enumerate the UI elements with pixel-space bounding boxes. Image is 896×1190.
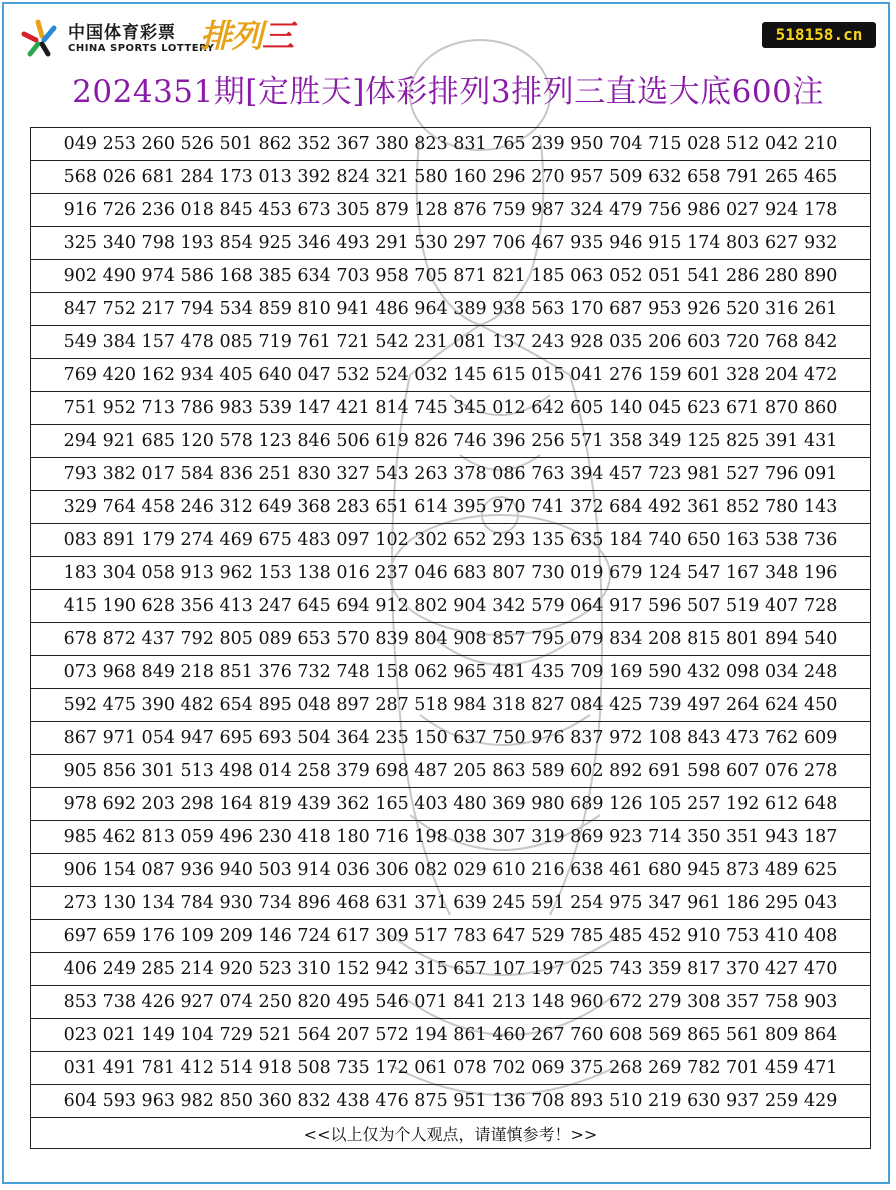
number-row-cell: 906 154 087 936 940 503 914 036 306 082 029 610 216 638 461 680 945 873 489 625 [31, 854, 871, 887]
table-row [31, 920, 871, 953]
number-row-cell: 329 764 458 246 312 649 368 283 651 614 395 970 741 372 684 492 361 852 780 143 [31, 491, 871, 524]
number-row-cell: 549 384 157 478 085 719 761 721 542 231 081 137 243 928 035 206 603 720 768 842 [31, 326, 871, 359]
table-row [31, 491, 871, 524]
number-row-cell: 273 130 134 784 930 734 896 468 631 371 639 245 591 254 975 347 961 186 295 043 [31, 887, 871, 920]
table-row [31, 392, 871, 425]
table-row [31, 623, 871, 656]
table-row [31, 1019, 871, 1052]
number-row-cell: 406 249 285 214 920 523 310 152 942 315 657 107 197 025 743 359 817 370 427 470 [31, 953, 871, 986]
number-row-cell: 604 593 963 982 850 360 832 438 476 875 951 136 708 893 510 219 630 937 259 429 [31, 1085, 871, 1118]
game-logo-part1: 排列 [200, 17, 263, 55]
logo-english-text: CHINA SPORTS LOTTERY [68, 43, 215, 54]
page-title: 2024351期[定胜天]体彩排列3排列三直选大底600注 [72, 74, 824, 110]
number-row-cell: 697 659 176 109 209 146 724 617 309 517 783 647 529 785 485 452 910 753 410 408 [31, 920, 871, 953]
number-row-cell: 023 021 149 104 729 521 564 207 572 194 861 460 267 760 608 569 865 561 809 864 [31, 1019, 871, 1052]
table-row [31, 458, 871, 491]
number-row-cell: 325 340 798 193 854 925 346 493 291 530 297 706 467 935 946 915 174 803 627 932 [31, 227, 871, 260]
table-row [31, 821, 871, 854]
table-row [31, 1085, 871, 1118]
table-row [31, 1052, 871, 1085]
number-row-cell: 769 420 162 934 405 640 047 532 524 032 145 615 015 041 276 159 601 328 204 472 [31, 359, 871, 392]
logo-chinese-text: 中国体育彩票 [68, 23, 176, 43]
game-logo-part2: 三 [262, 17, 294, 55]
table-row [31, 953, 871, 986]
number-row-cell: 415 190 628 356 413 247 645 694 912 802 904 342 579 064 917 596 507 519 407 728 [31, 590, 871, 623]
table-row [31, 359, 871, 392]
table-row [31, 227, 871, 260]
table-row [31, 689, 871, 722]
number-row-cell: 049 253 260 526 501 862 352 367 380 823 831 765 239 950 704 715 028 512 042 210 [31, 128, 871, 161]
table-row [31, 590, 871, 623]
number-row-cell: 916 726 236 018 845 453 673 305 879 128 876 759 987 324 479 756 986 027 924 178 [31, 194, 871, 227]
number-row-cell: 905 856 301 513 498 014 258 379 698 487 205 863 589 602 892 691 598 607 076 278 [31, 755, 871, 788]
site-badge: 518158.cn [762, 22, 876, 48]
game-logo [200, 16, 293, 56]
table-row [31, 788, 871, 821]
table-row [31, 293, 871, 326]
table-row [31, 161, 871, 194]
table-row [31, 524, 871, 557]
header [0, 0, 896, 126]
number-row-cell: 867 971 054 947 695 693 504 364 235 150 637 750 976 837 972 108 843 473 762 609 [31, 722, 871, 755]
number-row-cell: 083 891 179 274 469 675 483 097 102 302 652 293 135 635 184 740 650 163 538 736 [31, 524, 871, 557]
number-row-cell: 751 952 713 786 983 539 147 421 814 745 345 012 642 605 140 045 623 671 870 860 [31, 392, 871, 425]
sports-lottery-star-icon [20, 18, 60, 58]
number-row-cell: 847 752 217 794 534 859 810 941 486 964 389 938 563 170 687 953 926 520 316 261 [31, 293, 871, 326]
numbers-table [30, 127, 871, 1149]
table-row [31, 656, 871, 689]
table-row [31, 128, 871, 161]
table-row [31, 425, 871, 458]
table-row [31, 887, 871, 920]
number-row-cell: 294 921 685 120 578 123 846 506 619 826 746 396 256 571 358 349 125 825 391 431 [31, 425, 871, 458]
table-row [31, 260, 871, 293]
table-row [31, 986, 871, 1019]
footer-note: <<以上仅为个人观点，请谨慎参考！>> [31, 1118, 871, 1149]
footer-row [31, 1118, 871, 1149]
number-row-cell: 568 026 681 284 173 013 392 824 321 580 160 296 270 957 509 632 658 791 265 465 [31, 161, 871, 194]
table-row [31, 326, 871, 359]
number-row-cell: 985 462 813 059 496 230 418 180 716 198 038 307 319 869 923 714 350 351 943 187 [31, 821, 871, 854]
number-row-cell: 678 872 437 792 805 089 653 570 839 804 908 857 795 079 834 208 815 801 894 540 [31, 623, 871, 656]
number-row-cell: 793 382 017 584 836 251 830 327 543 263 378 086 763 394 457 723 981 527 796 091 [31, 458, 871, 491]
table-row [31, 557, 871, 590]
number-row-cell: 031 491 781 412 514 918 508 735 172 061 078 702 069 375 268 269 782 701 459 471 [31, 1052, 871, 1085]
number-row-cell: 853 738 426 927 074 250 820 495 546 071 841 213 148 960 672 279 308 357 758 903 [31, 986, 871, 1019]
number-row-cell: 592 475 390 482 654 895 048 897 287 518 984 318 827 084 425 739 497 264 624 450 [31, 689, 871, 722]
number-row-cell: 183 304 058 913 962 153 138 016 237 046 683 807 730 019 679 124 547 167 348 196 [31, 557, 871, 590]
number-row-cell: 978 692 203 298 164 819 439 362 165 403 480 369 980 689 126 105 257 192 612 648 [31, 788, 871, 821]
table-row [31, 722, 871, 755]
table-row [31, 755, 871, 788]
table-row [31, 194, 871, 227]
number-row-cell: 073 968 849 218 851 376 732 748 158 062 965 481 435 709 169 590 432 098 034 248 [31, 656, 871, 689]
table-row [31, 854, 871, 887]
number-row-cell: 902 490 974 586 168 385 634 703 958 705 871 821 185 063 052 051 541 286 280 890 [31, 260, 871, 293]
sports-lottery-logo [20, 16, 320, 60]
